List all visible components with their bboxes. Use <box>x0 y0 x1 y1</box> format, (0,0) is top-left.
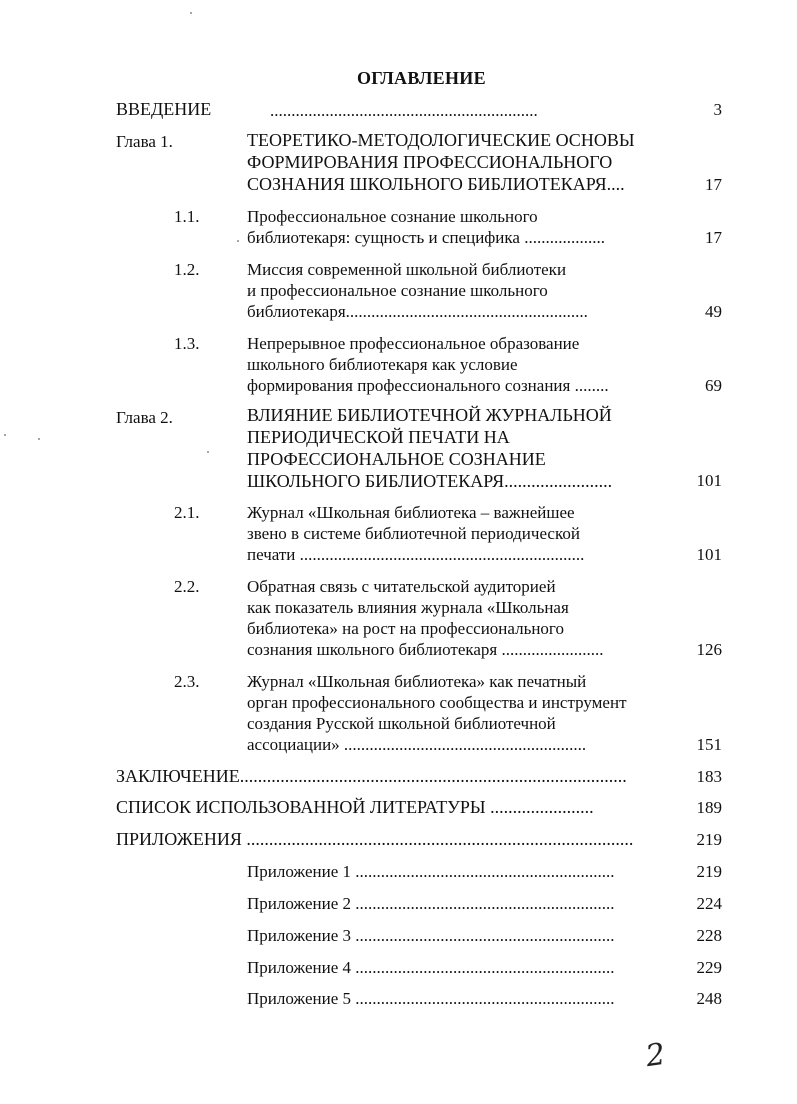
section-1-1-line: Профессиональное сознание школьного <box>247 207 538 226</box>
scan-speck <box>237 240 239 242</box>
toc-conclusion-page: 183 <box>696 767 722 786</box>
section-2-3-number: 2.3. <box>174 672 200 691</box>
section-2-1-page: 101 <box>696 545 722 564</box>
page-title: ОГЛАВЛЕНИЕ <box>357 68 486 88</box>
appendix-3-page: 228 <box>696 926 722 945</box>
section-1-1-line: библиотекаря: сущность и специфика ................... <box>247 228 605 247</box>
appendix-5-page: 248 <box>696 989 722 1008</box>
appendix-4-label: Приложение 4 ............................................................. <box>247 958 615 977</box>
section-2-1-number: 2.1. <box>174 503 200 522</box>
section-2-2-line: сознания школьного библиотекаря ........................ <box>247 640 604 659</box>
toc-intro-page: 3 <box>713 100 722 119</box>
chapter1-page: 17 <box>705 175 722 194</box>
section-1-2-line: библиотекаря......................................................... <box>247 302 588 321</box>
toc-references-page: 189 <box>696 798 722 817</box>
chapter1-title-line: ТЕОРЕТИКО-МЕТОДОЛОГИЧЕСКИЕ ОСНОВЫ <box>247 130 635 150</box>
appendix-2-label: Приложение 2 ............................................................. <box>247 894 615 913</box>
appendix-1-page: 219 <box>696 862 722 881</box>
toc-intro-label: ВВЕДЕНИЕ <box>116 99 212 119</box>
section-2-2-page: 126 <box>696 640 722 659</box>
section-1-3-line: школьного библиотекаря как условие <box>247 355 518 374</box>
toc-intro-dots: ............................................................... <box>270 101 538 120</box>
scan-speck <box>190 12 192 14</box>
chapter2-title-line: ВЛИЯНИЕ БИБЛИОТЕЧНОЙ ЖУРНАЛЬНОЙ <box>247 405 612 425</box>
scan-speck <box>207 451 209 453</box>
section-1-2-number: 1.2. <box>174 260 200 279</box>
section-1-3-page: 69 <box>705 376 722 395</box>
chapter2-page: 101 <box>696 471 722 490</box>
section-2-1-line: Журнал «Школьная библиотека – важнейшее <box>247 503 575 522</box>
scan-speck <box>38 438 40 440</box>
section-1-2-line: Миссия современной школьной библиотеки <box>247 260 567 279</box>
section-1-3-number: 1.3. <box>174 334 200 353</box>
chapter2-title-line: ШКОЛЬНОГО БИБЛИОТЕКАРЯ........................ <box>247 471 613 491</box>
section-1-3-line: Непрерывное профессиональное образование <box>247 334 580 353</box>
section-1-1-page: 17 <box>705 228 722 247</box>
section-2-2-line: библиотека» на рост на профессионального <box>247 619 564 638</box>
section-1-2-page: 49 <box>705 302 722 321</box>
chapter2-label: Глава 2. <box>116 408 173 427</box>
section-2-2-number: 2.2. <box>174 577 200 596</box>
appendix-3-label: Приложение 3 ............................................................. <box>247 926 615 945</box>
appendix-5-label: Приложение 5 ............................................................. <box>247 989 615 1008</box>
section-1-1-number: 1.1. <box>174 207 200 226</box>
toc-references-label: СПИСОК ИСПОЛЬЗОВАННОЙ ЛИТЕРАТУРЫ ....................... <box>116 797 594 817</box>
section-1-2-line: и профессиональное сознание школьного <box>247 281 548 300</box>
scan-speck <box>4 434 6 436</box>
appendix-4-page: 229 <box>696 958 722 977</box>
chapter1-title-line: ФОРМИРОВАНИЯ ПРОФЕССИОНАЛЬНОГО <box>247 152 613 172</box>
section-2-3-line: орган профессионального сообщества и инструмент <box>247 693 627 712</box>
chapter1-title-line: СОЗНАНИЯ ШКОЛЬНОГО БИБЛИОТЕКАРЯ.... <box>247 174 625 194</box>
section-2-3-page: 151 <box>696 735 722 754</box>
section-2-2-line: Обратная связь с читательской аудиторией <box>247 577 556 596</box>
appendix-1-label: Приложение 1 ............................................................. <box>247 862 615 881</box>
chapter1-label: Глава 1. <box>116 132 173 151</box>
section-2-1-line: звено в системе библиотечной периодической <box>247 524 580 543</box>
section-2-2-line: как показатель влияния журнала «Школьная <box>247 598 569 617</box>
section-2-3-line: создания Русской школьной библиотечной <box>247 714 556 733</box>
handwritten-page-number: 2 <box>643 1036 668 1075</box>
chapter2-title-line: ПЕРИОДИЧЕСКОЙ ПЕЧАТИ НА <box>247 427 510 447</box>
section-2-3-line: ассоциации» ......................................................... <box>247 735 587 754</box>
toc-appendices-label: ПРИЛОЖЕНИЯ ...................................................................................... <box>116 829 634 849</box>
section-2-1-line: печати ................................................................... <box>247 545 585 564</box>
appendix-2-page: 224 <box>696 894 722 913</box>
section-2-3-line: Журнал «Школьная библиотека» как печатный <box>247 672 587 691</box>
toc-conclusion-label: ЗАКЛЮЧЕНИЕ...................................................................................... <box>116 766 627 786</box>
chapter2-title-line: ПРОФЕССИОНАЛЬНОЕ СОЗНАНИЕ <box>247 449 546 469</box>
toc-appendices-page: 219 <box>696 830 722 849</box>
section-1-3-line: формирования профессионального сознания ........ <box>247 376 609 395</box>
